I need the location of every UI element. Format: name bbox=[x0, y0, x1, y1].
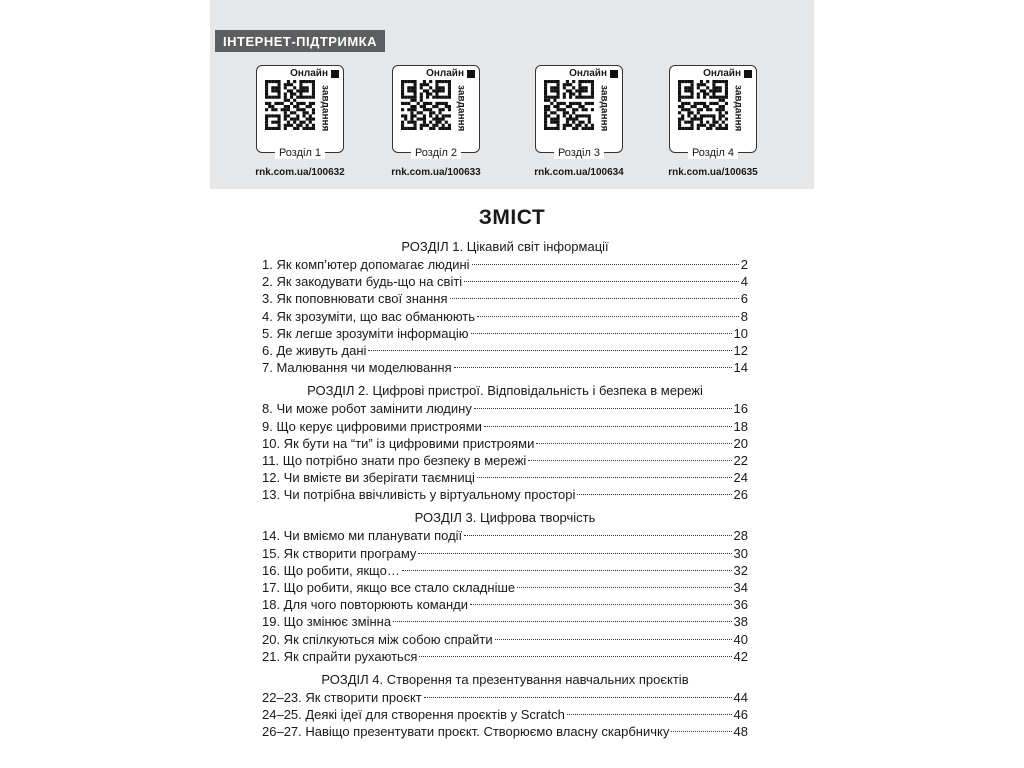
qr-code-icon[interactable] bbox=[678, 80, 728, 130]
toc-entry[interactable] bbox=[262, 256, 748, 273]
toc-entry-title: 20. Як спілкуються між собою спрайти bbox=[262, 631, 493, 647]
toc-entry-title: 13. Чи потрібна ввічливість у віртуальному просторі bbox=[262, 487, 576, 503]
toc-entry[interactable] bbox=[262, 596, 748, 613]
toc-entry-page: 10 bbox=[733, 325, 748, 341]
dot-leader bbox=[402, 570, 732, 571]
qr-online-label bbox=[290, 68, 339, 79]
qr-code-icon[interactable] bbox=[544, 80, 594, 130]
toc-entry[interactable] bbox=[262, 723, 748, 740]
toc-entry-page: 8 bbox=[740, 308, 748, 324]
toc-entry[interactable] bbox=[262, 400, 748, 417]
toc-entry-page: 26 bbox=[733, 487, 748, 503]
dot-leader bbox=[567, 714, 732, 715]
toc-entry-page: 18 bbox=[733, 418, 748, 434]
toc-entry[interactable] bbox=[262, 579, 748, 596]
dot-leader bbox=[454, 367, 732, 368]
section-heading: РОЗДІЛ 3. Цифрова творчість bbox=[414, 510, 596, 526]
dot-leader bbox=[464, 535, 731, 536]
square-icon bbox=[744, 70, 752, 78]
dot-leader bbox=[450, 298, 739, 299]
qr-online-text: Онлайн bbox=[569, 68, 607, 79]
dot-leader bbox=[470, 604, 732, 605]
toc-entry-title: 18. Для чого повторюють команди bbox=[262, 597, 468, 613]
toc-entry-page: 4 bbox=[740, 274, 748, 290]
toc-entry-page: 12 bbox=[733, 342, 748, 358]
toc-entry-page: 24 bbox=[733, 470, 748, 486]
toc-entry-title: 26–27. Навіщо презентувати проєкт. Створюємо власну скарбничку bbox=[262, 724, 670, 740]
qr-tasks-label: завдання bbox=[598, 84, 610, 132]
toc-entry-page: 6 bbox=[740, 291, 748, 307]
qr-code-icon[interactable] bbox=[401, 80, 451, 130]
qr-tasks-label: завдання bbox=[455, 84, 467, 132]
toc-entry-page: 20 bbox=[733, 435, 748, 451]
section-heading: РОЗДІЛ 4. Створення та презентування навчальних проєктів bbox=[321, 671, 689, 687]
toc-entry-page: 46 bbox=[733, 707, 748, 723]
section-heading: РОЗДІЛ 1. Цікавий світ інформації bbox=[401, 239, 609, 254]
toc-entry[interactable] bbox=[262, 706, 748, 723]
dot-leader bbox=[577, 494, 731, 495]
qr-card-section-4 bbox=[669, 65, 757, 159]
dot-leader bbox=[671, 731, 731, 732]
dot-leader bbox=[419, 656, 731, 657]
toc-entry[interactable] bbox=[262, 452, 748, 469]
toc-entry-title: 8. Чи може робот замінити людину bbox=[262, 401, 472, 417]
dot-leader bbox=[484, 426, 732, 427]
toc-entry-title: 24–25. Деякі ідеї для створення проєктів у Scratch bbox=[262, 707, 565, 723]
dot-leader bbox=[471, 333, 732, 334]
toc-entry[interactable] bbox=[262, 308, 748, 325]
dot-leader bbox=[474, 408, 732, 409]
toc-entry-page: 42 bbox=[733, 648, 748, 664]
toc-entry[interactable] bbox=[262, 562, 748, 579]
qr-online-text: Онлайн bbox=[703, 68, 741, 79]
toc-entry-title: 7. Малювання чи моделювання bbox=[262, 360, 452, 376]
qr-tasks-label: завдання bbox=[732, 84, 744, 132]
qr-url-link[interactable]: rnk.com.ua/100632 bbox=[255, 167, 345, 178]
qr-code-icon[interactable] bbox=[265, 80, 315, 130]
toc-entry-title: 11. Що потрібно знати про безпеку в мережі bbox=[262, 452, 527, 468]
dot-leader bbox=[528, 460, 731, 461]
toc-entry[interactable] bbox=[262, 545, 748, 562]
qr-card-section-2 bbox=[392, 65, 480, 159]
toc-entry-title: 6. Де живуть дані bbox=[262, 342, 367, 358]
toc-entry[interactable] bbox=[262, 486, 748, 503]
toc-entry-title: 9. Що керує цифровими пристроями bbox=[262, 418, 482, 434]
toc-entry[interactable] bbox=[262, 648, 748, 665]
dot-leader bbox=[393, 621, 731, 622]
toc-entry-title: 17. Що робити, якщо все стало складніше bbox=[262, 580, 516, 595]
toc-entry[interactable] bbox=[262, 613, 748, 630]
qr-online-label bbox=[703, 68, 752, 79]
dot-leader bbox=[517, 587, 731, 588]
dot-leader bbox=[472, 264, 739, 265]
toc-entry-title: 12. Чи вмієте ви зберігати таємниці bbox=[262, 470, 475, 486]
toc-entry-title: 14. Чи вміємо ми планувати події bbox=[262, 528, 463, 544]
toc-entry-title: 10. Як бути на “ти” із цифровими пристроями bbox=[262, 435, 535, 451]
dot-leader bbox=[418, 553, 731, 554]
dot-leader bbox=[477, 477, 732, 478]
toc-entry-title: 15. Як створити програму bbox=[262, 545, 417, 561]
toc-entry-title: 21. Як спрайти рухаються bbox=[262, 648, 418, 664]
qr-online-label bbox=[569, 68, 618, 79]
toc-entry-page: 44 bbox=[733, 689, 748, 705]
dot-leader bbox=[464, 281, 739, 282]
qr-section-label: Розділ 1 bbox=[275, 147, 325, 159]
internet-support-title: ІНТЕРНЕТ-ПІДТРИМКА bbox=[215, 30, 385, 52]
qr-url-link[interactable]: rnk.com.ua/100635 bbox=[668, 167, 758, 178]
toc-entry-page: 32 bbox=[733, 562, 748, 578]
dot-leader bbox=[477, 316, 739, 317]
toc-entry-page: 36 bbox=[733, 597, 748, 613]
toc-entry-page: 34 bbox=[733, 580, 748, 595]
toc-entry[interactable] bbox=[262, 527, 748, 544]
qr-tasks-label: завдання bbox=[319, 84, 331, 132]
toc-entry[interactable] bbox=[262, 325, 748, 342]
dot-leader bbox=[368, 350, 731, 351]
toc-entry-page: 28 bbox=[733, 528, 748, 544]
qr-section-label: Розділ 4 bbox=[688, 147, 738, 159]
qr-online-label bbox=[426, 68, 475, 79]
toc-entry-page: 22 bbox=[733, 452, 748, 468]
toc-entry-title: 3. Як поповнювати свої знання bbox=[262, 291, 448, 307]
toc-entry[interactable] bbox=[262, 631, 748, 648]
toc-entry-title: 16. Що робити, якщо… bbox=[262, 562, 400, 578]
toc-entry-page: 48 bbox=[733, 724, 748, 740]
qr-section-label: Розділ 3 bbox=[554, 147, 604, 159]
toc-entry-title: 1. Як комп’ютер допомагає людині bbox=[262, 257, 470, 272]
qr-card-section-1 bbox=[256, 65, 344, 159]
qr-online-text: Онлайн bbox=[426, 68, 464, 79]
toc-entry-page: 38 bbox=[733, 614, 748, 630]
toc-entry[interactable] bbox=[262, 418, 748, 435]
qr-card-section-3 bbox=[535, 65, 623, 159]
toc-entry[interactable] bbox=[262, 469, 748, 486]
dot-leader bbox=[536, 443, 731, 444]
toc-entry[interactable] bbox=[262, 342, 748, 359]
toc-title: ЗМІСТ bbox=[478, 206, 546, 229]
toc-entry-title: 5. Як легше зрозуміти інформацію bbox=[262, 325, 469, 341]
square-icon bbox=[610, 70, 618, 78]
qr-url-link[interactable]: rnk.com.ua/100633 bbox=[391, 167, 481, 178]
table-of-contents bbox=[262, 238, 748, 741]
qr-url-link[interactable]: rnk.com.ua/100634 bbox=[534, 167, 624, 178]
toc-entry-title: 4. Як зрозуміти, що вас обманюють bbox=[262, 308, 476, 324]
toc-entry-page: 2 bbox=[740, 257, 748, 272]
section-heading: РОЗДІЛ 2. Цифрові пристрої. Відповідальність і безпека в мережі bbox=[307, 383, 703, 399]
toc-entry[interactable] bbox=[262, 273, 748, 290]
toc-entry-page: 16 bbox=[733, 401, 748, 417]
toc-entry-page: 14 bbox=[733, 360, 748, 376]
toc-entry[interactable] bbox=[262, 290, 748, 307]
dot-leader bbox=[424, 697, 732, 698]
toc-entry-page: 40 bbox=[733, 631, 748, 647]
qr-section-label: Розділ 2 bbox=[411, 147, 461, 159]
square-icon bbox=[467, 70, 475, 78]
toc-entry[interactable] bbox=[262, 689, 748, 706]
square-icon bbox=[331, 70, 339, 78]
toc-entry[interactable] bbox=[262, 359, 748, 376]
toc-entry-title: 19. Що змінює змінна bbox=[262, 614, 392, 630]
qr-online-text: Онлайн bbox=[290, 68, 328, 79]
toc-entry-title: 22–23. Як створити проєкт bbox=[262, 689, 422, 705]
toc-entry[interactable] bbox=[262, 435, 748, 452]
toc-entry-title: 2. Як закодувати будь-що на світі bbox=[262, 274, 463, 290]
toc-entry-page: 30 bbox=[733, 545, 748, 561]
dot-leader bbox=[495, 639, 732, 640]
